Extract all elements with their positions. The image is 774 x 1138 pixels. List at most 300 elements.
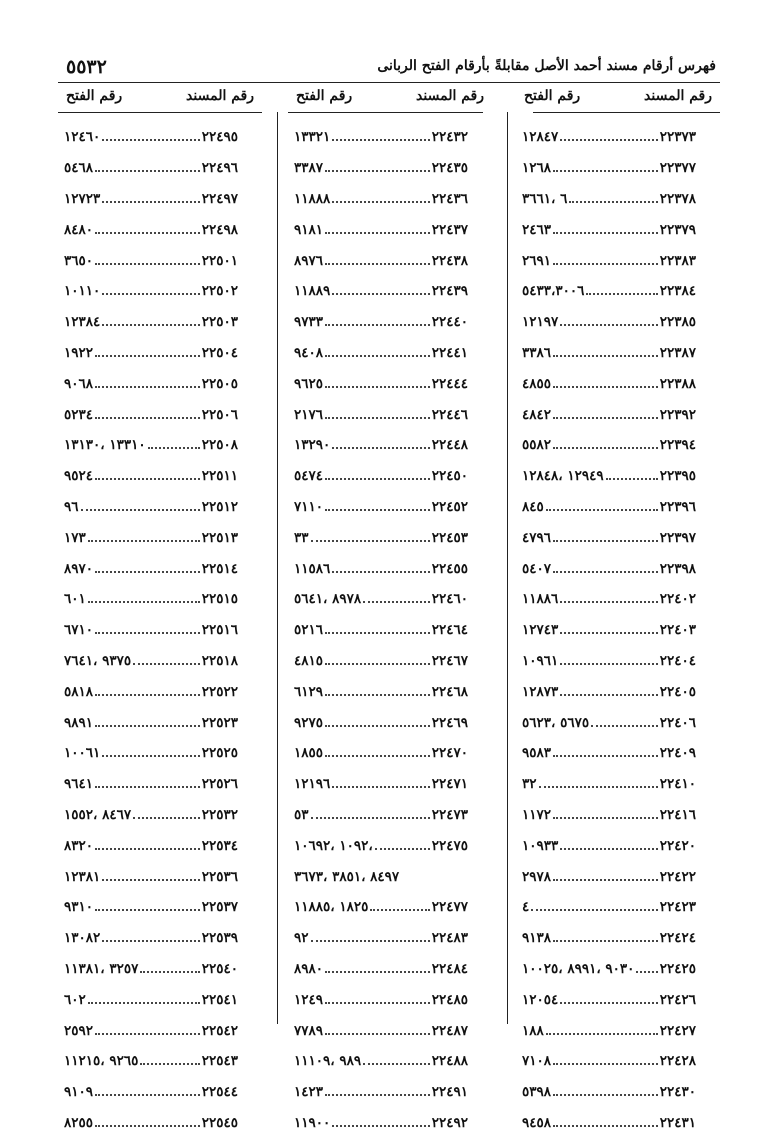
musnad-number: ٢٢٣٩٥ <box>660 468 718 484</box>
dot-leader <box>325 1033 430 1035</box>
dot-leader <box>325 417 430 419</box>
index-entry <box>60 954 260 985</box>
dot-leader <box>140 1063 199 1065</box>
dot-leader <box>553 755 658 757</box>
dot-leader <box>95 170 200 172</box>
heading-musnad: رقم المسند <box>644 88 712 104</box>
dot-leader <box>560 663 657 665</box>
index-entry <box>60 461 260 492</box>
musnad-number: ٢٢٤٩٥ <box>202 129 260 145</box>
fath-number: ١٨٨ <box>518 1023 544 1039</box>
index-entry <box>290 430 490 461</box>
dot-leader <box>95 909 200 911</box>
fath-number: ٨٤٨٠ <box>60 222 93 238</box>
musnad-number: ٢٢٤٧٥ <box>432 838 490 854</box>
index-entry <box>290 368 490 399</box>
dot-leader <box>325 663 430 665</box>
fath-number: ١٢٣٨٤ <box>60 314 100 330</box>
musnad-number: ٢٢٥٣٧ <box>202 899 260 915</box>
dot-leader <box>325 1002 430 1004</box>
index-entry <box>518 984 718 1015</box>
index-entry <box>290 399 490 430</box>
musnad-number: ٢٢٥٢٥ <box>202 745 260 761</box>
musnad-number: ٢٢٣٧٧ <box>660 160 718 176</box>
musnad-number: ٢٢٤٥٣ <box>432 530 490 546</box>
dot-leader <box>553 879 658 881</box>
index-entry <box>60 1108 260 1138</box>
index-entry <box>290 892 490 923</box>
fath-number: ٨٤٥ <box>518 499 544 515</box>
fath-number: ١٢١٩٧ <box>518 314 558 330</box>
musnad-number: ٢٢٤٠٣ <box>660 622 718 638</box>
dot-leader <box>325 632 430 634</box>
dot-leader <box>553 817 658 819</box>
musnad-number: ٢٢٥١٢ <box>202 499 260 515</box>
musnad-number: ٢٢٣٩٢ <box>660 407 718 423</box>
dot-leader <box>95 786 200 788</box>
index-entry <box>290 553 490 584</box>
fath-number: ١٨٢٥ ،١١٨٨٥ <box>290 899 368 915</box>
musnad-number: ٢٢٤٦٠ <box>432 591 490 607</box>
fath-number: ١٢١٩٦ <box>290 776 330 792</box>
page-number: ٥٥٣٢ <box>66 56 107 78</box>
musnad-number: ٢٢٤٢٤ <box>660 930 718 946</box>
dot-leader <box>553 386 658 388</box>
fath-number: ٨٩٧٨ ،٥٦٤١ <box>290 591 361 607</box>
column-heading <box>518 86 718 112</box>
musnad-number: ٢٢٥٤١ <box>202 992 260 1008</box>
fath-number: ٩٨٩ ،١١١٠٩ <box>290 1053 361 1069</box>
column-heading <box>290 86 490 112</box>
dot-leader <box>311 940 430 942</box>
column-heading <box>60 86 260 112</box>
dot-leader <box>95 355 200 357</box>
index-entry <box>290 738 490 769</box>
dot-leader <box>332 571 429 573</box>
header-rule <box>58 82 720 83</box>
index-entry <box>60 276 260 307</box>
dot-leader <box>95 848 200 850</box>
index-entry <box>60 707 260 738</box>
musnad-number: ٢٢٥١٤ <box>202 561 260 577</box>
dot-leader <box>325 355 430 357</box>
index-entry <box>60 1046 260 1077</box>
fath-number: ١٣٣١٠ ،١٣١٣٠ <box>60 437 146 453</box>
fath-number: ٢٤٦٣ <box>518 222 551 238</box>
fath-number: ١٢٨٤٧ <box>518 129 558 145</box>
musnad-number: ٢٢٣٨٣ <box>660 253 718 269</box>
fath-number: ٦١٢٩ <box>290 684 323 700</box>
index-entry <box>290 584 490 615</box>
index-entry <box>518 1015 718 1046</box>
musnad-number: ٢٢٥٠٢ <box>202 283 260 299</box>
dot-leader <box>560 601 657 603</box>
musnad-number: ٢٢٤٤٨ <box>432 437 490 453</box>
dot-leader <box>553 1094 658 1096</box>
fath-number: ٤٨١٥ <box>290 653 323 669</box>
index-entry <box>518 338 718 369</box>
heading-fath: رقم الفتح <box>296 88 352 104</box>
musnad-number: ٢٢٤٤١ <box>432 345 490 361</box>
musnad-number: ٢٢٤٥٢ <box>432 499 490 515</box>
fath-number: ١٢٧٢٣ <box>60 191 100 207</box>
index-entry <box>518 245 718 276</box>
page-header <box>66 56 716 82</box>
dot-leader <box>370 909 429 911</box>
dot-leader <box>95 263 200 265</box>
index-entry <box>60 368 260 399</box>
musnad-number: ٢٢٥٢٢ <box>202 684 260 700</box>
musnad-number: ٢٢٥٣٢ <box>202 807 260 823</box>
fath-number: ١٢٠٥٤ <box>518 992 558 1008</box>
fath-number: ٦٠١ <box>60 591 86 607</box>
fath-number: ٤ <box>518 899 529 915</box>
index-entry <box>290 954 490 985</box>
entry-list <box>290 122 490 1138</box>
musnad-number: ٢٢٤٩٢ <box>432 1115 490 1131</box>
index-entry <box>518 492 718 523</box>
fath-number: ٩٣١٠ <box>60 899 93 915</box>
index-column-middle <box>290 86 490 1138</box>
musnad-number: ٢٢٤٨٣ <box>432 930 490 946</box>
index-entry <box>290 522 490 553</box>
musnad-number: ٢٢٤٢٥ <box>660 961 718 977</box>
musnad-number: ٢٢٣٩٨ <box>660 561 718 577</box>
musnad-number: ٢٢٤٢٣ <box>660 899 718 915</box>
fath-number: ١٩٢٢ <box>60 345 93 361</box>
index-entry <box>60 769 260 800</box>
dot-leader <box>102 293 199 295</box>
fath-number: ٩١٣٨ <box>518 930 551 946</box>
fath-number: ٩٥٢٤ <box>60 468 93 484</box>
musnad-number: ٢٢٤٩١ <box>432 1084 490 1100</box>
dot-leader <box>325 324 430 326</box>
index-entry <box>290 492 490 523</box>
dot-leader <box>95 571 200 573</box>
dot-leader <box>553 571 658 573</box>
dot-leader <box>148 447 200 449</box>
fath-number: ٩١٠٩ <box>60 1084 93 1100</box>
fath-number: ١١٥٨٦ <box>290 561 330 577</box>
index-entry <box>518 738 718 769</box>
index-entry <box>518 122 718 153</box>
musnad-number: ٢٢٤٢٨ <box>660 1053 718 1069</box>
dot-leader <box>95 694 200 696</box>
dot-leader <box>311 817 430 819</box>
musnad-number: ٢٢٤٣١ <box>660 1115 718 1131</box>
fath-number: ٨٩٧٦ <box>290 253 323 269</box>
dot-leader <box>95 232 200 234</box>
index-entry <box>290 461 490 492</box>
index-entry <box>518 1046 718 1077</box>
dot-leader <box>102 755 199 757</box>
index-entry <box>518 923 718 954</box>
dot-leader <box>560 139 657 141</box>
musnad-number: ٢٢٥٣٩ <box>202 930 260 946</box>
fath-number: ٨٩٧٠ <box>60 561 93 577</box>
dot-leader <box>636 971 657 973</box>
fath-number: ٢٥٩٢ <box>60 1023 93 1039</box>
fath-number: ١٢٦٨ <box>518 160 551 176</box>
fath-number: ٧١١٠ <box>290 499 323 515</box>
dot-leader <box>560 694 657 696</box>
dot-leader <box>325 478 430 480</box>
index-entry <box>518 707 718 738</box>
musnad-number: ٢٢٤٦٧ <box>432 653 490 669</box>
dot-leader <box>88 601 200 603</box>
musnad-number: ٢٢٣٩٦ <box>660 499 718 515</box>
fath-number: ٥٢٣٤ <box>60 407 93 423</box>
fath-number: ١١٨٨٦ <box>518 591 558 607</box>
dot-leader <box>553 1063 658 1065</box>
fath-number: ١٠٠٦١ <box>60 745 100 761</box>
index-entry <box>290 707 490 738</box>
fath-number: ٤٧٩٦ <box>518 530 551 546</box>
index-entry <box>518 830 718 861</box>
fath-number: ٩٠٣٠ ،٨٩٩١ ،١٠٠٢٥ <box>518 961 634 977</box>
fath-number: ٥٦٧٥ ،٥٦٢٣ <box>518 715 589 731</box>
musnad-number: ٢٢٤٣٧ <box>432 222 490 238</box>
musnad-number: ٢٢٤٢٠ <box>660 838 718 854</box>
musnad-number: ٢٢٥٤٥ <box>202 1115 260 1131</box>
dot-leader <box>95 725 200 727</box>
fath-number: ٨٤٩٧ ،٣٨٥١ ،٣٦٧٣ <box>290 869 399 885</box>
musnad-number: ٢٢٤١٦ <box>660 807 718 823</box>
index-entry <box>518 1077 718 1108</box>
musnad-number: ٢٢٣٨٧ <box>660 345 718 361</box>
fath-number: ٣٦٥٠ <box>60 253 93 269</box>
fath-number: ٥٤٦٨ <box>60 160 93 176</box>
musnad-number: ٢٢٤٢٧ <box>660 1023 718 1039</box>
entry-list <box>518 122 718 1138</box>
index-entry <box>290 615 490 646</box>
dot-leader <box>95 386 200 388</box>
index-entry <box>518 307 718 338</box>
fath-number: ٨٤٦٧ ،١٥٥٢ <box>60 807 131 823</box>
musnad-number: ٢٢٥٠٨ <box>202 437 260 453</box>
musnad-number: ٢٢٤٥٥ <box>432 561 490 577</box>
dot-leader <box>102 201 199 203</box>
index-entry <box>290 214 490 245</box>
dot-leader <box>375 848 430 850</box>
fath-number: ١١٨٨٨ <box>290 191 330 207</box>
musnad-number: ٢٢٥٠٦ <box>202 407 260 423</box>
dot-leader <box>81 509 200 511</box>
index-entry <box>290 861 490 892</box>
musnad-number: ٢٢٤٢٢ <box>660 869 718 885</box>
dot-leader <box>553 355 658 357</box>
index-entry <box>518 214 718 245</box>
column-divider <box>507 112 508 1024</box>
fath-number: ٢٦٩١ <box>518 253 551 269</box>
dot-leader <box>586 293 657 295</box>
musnad-number: ٢٢٤٧١ <box>432 776 490 792</box>
musnad-number: ٢٢٤٣٦ <box>432 191 490 207</box>
index-entry <box>518 584 718 615</box>
dot-leader <box>88 540 200 542</box>
dot-leader <box>95 417 200 419</box>
musnad-number: ٢٢٤٠٦ <box>660 715 718 731</box>
fath-number: ٩٠٦٨ <box>60 376 93 392</box>
dot-leader <box>553 417 658 419</box>
fath-number: ٣٢ <box>518 776 537 792</box>
musnad-number: ٢٢٥٠٣ <box>202 314 260 330</box>
fath-number: ٩٨٩١ <box>60 715 93 731</box>
fath-number: ١٢٨٧٣ <box>518 684 558 700</box>
fath-number: ١٠٩٣٣ <box>518 838 558 854</box>
fath-number: ١٣٠٨٢ <box>60 930 100 946</box>
musnad-number: ٢٢٥٣٦ <box>202 869 260 885</box>
musnad-number: ٢٢٤٣٠ <box>660 1084 718 1100</box>
index-entry <box>60 184 260 215</box>
fath-number: ٩٦٤١ <box>60 776 93 792</box>
dot-leader <box>102 139 199 141</box>
dot-leader <box>102 940 199 942</box>
musnad-number: ٢٢٥١٥ <box>202 591 260 607</box>
fath-number: ١٢٣٨١ <box>60 869 100 885</box>
musnad-number: ٢٢٤٤٠ <box>432 314 490 330</box>
index-entry <box>60 430 260 461</box>
index-entry <box>518 892 718 923</box>
musnad-number: ٢٢٥٢٦ <box>202 776 260 792</box>
musnad-number: ٢٢٤٢٦ <box>660 992 718 1008</box>
dot-leader <box>102 879 199 881</box>
fath-number: ١١٧٢ <box>518 807 551 823</box>
index-entry <box>60 338 260 369</box>
dot-leader <box>560 324 657 326</box>
musnad-number: ٢٢٣٧٩ <box>660 222 718 238</box>
fath-number: ٩٢٧٥ <box>290 715 323 731</box>
musnad-number: ٢٢٤٥٠ <box>432 468 490 484</box>
musnad-number: ٢٢٤٠٤ <box>660 653 718 669</box>
musnad-number: ٢٢٤٠٩ <box>660 745 718 761</box>
index-column-left <box>60 86 260 1138</box>
index-entry <box>518 646 718 677</box>
fath-number: ٣٣ <box>290 530 309 546</box>
index-entry <box>290 276 490 307</box>
fath-number: ٩٧٣٣ <box>290 314 323 330</box>
musnad-number: ٢٢٥١٨ <box>202 653 260 669</box>
index-entry <box>60 830 260 861</box>
index-entry <box>290 676 490 707</box>
index-entry <box>518 522 718 553</box>
dot-leader <box>311 540 430 542</box>
musnad-number: ٢٢٥٢٣ <box>202 715 260 731</box>
index-entry <box>290 153 490 184</box>
fath-number: ٩٦٢٥ <box>290 376 323 392</box>
fath-number: ٦٠٢ <box>60 992 86 1008</box>
index-entry <box>518 1108 718 1138</box>
dot-leader <box>553 940 658 942</box>
dot-leader <box>363 1063 430 1065</box>
index-entry <box>60 984 260 1015</box>
dot-leader <box>332 447 429 449</box>
fath-number: ٥٣ <box>290 807 309 823</box>
index-entry <box>290 984 490 1015</box>
index-entry <box>290 1077 490 1108</box>
musnad-number: ٢٢٤٣٨ <box>432 253 490 269</box>
dot-leader <box>133 817 200 819</box>
running-title: فهرس أرقام مسند أحمد الأصل مقابلةً بأرقام الفتح الربانى <box>377 58 716 74</box>
index-entry <box>290 1108 490 1138</box>
index-entry <box>518 553 718 584</box>
index-entry <box>518 461 718 492</box>
musnad-number: ٢٢٣٨٤ <box>660 283 718 299</box>
index-entry <box>290 245 490 276</box>
index-entry <box>60 399 260 430</box>
fath-number: ١٨٥٥ <box>290 745 323 761</box>
index-entry <box>60 923 260 954</box>
fath-number: ٩٤٠٨ <box>290 345 323 361</box>
fath-number: ١٣٢٩٠ <box>290 437 330 453</box>
musnad-number: ٢٢٤٤٤ <box>432 376 490 392</box>
fath-number: ،١٠٩٢ ،١٠٦٩٢ <box>290 838 373 854</box>
dot-leader <box>332 139 429 141</box>
musnad-number: ٢٢٤٦٤ <box>432 622 490 638</box>
index-entry <box>290 338 490 369</box>
musnad-number: ٢٢٥٤٢ <box>202 1023 260 1039</box>
dot-leader <box>539 786 658 788</box>
dot-leader <box>133 663 200 665</box>
fath-number: ٦٧١٠ <box>60 622 93 638</box>
column-divider <box>277 112 278 1024</box>
fath-number: ١٢٤٦٠ <box>60 129 100 145</box>
dot-leader <box>591 725 658 727</box>
musnad-number: ٢٢٤٨٤ <box>432 961 490 977</box>
fath-number: ١٢٩٤٩ ،١٢٨٤٨ <box>518 468 604 484</box>
dot-leader <box>569 201 657 203</box>
index-entry <box>518 861 718 892</box>
musnad-number: ٢٢٣٩٧ <box>660 530 718 546</box>
fath-number: ٩٣٧٥ ،٧٦٤١ <box>60 653 131 669</box>
index-entry <box>518 153 718 184</box>
fath-number: ١١٩٠٠ <box>290 1115 330 1131</box>
musnad-number: ٢٢٥٠١ <box>202 253 260 269</box>
dot-leader <box>325 694 430 696</box>
fath-number: ٣٣٨٧ <box>290 160 323 176</box>
dot-leader <box>325 755 430 757</box>
fath-number: ١٠١١٠ <box>60 283 100 299</box>
musnad-number: ٢٢٥٤٤ <box>202 1084 260 1100</box>
musnad-number: ٢٢٤٨٨ <box>432 1053 490 1069</box>
musnad-number: ٢٢٣٨٨ <box>660 376 718 392</box>
index-entry <box>290 122 490 153</box>
dot-leader <box>325 725 430 727</box>
fath-number: ٥٤٠٧ <box>518 561 551 577</box>
fath-number: ٤٨٤٢ <box>518 407 551 423</box>
index-entry <box>60 646 260 677</box>
index-entry <box>60 615 260 646</box>
dot-leader <box>325 232 430 234</box>
fath-number: ٢١٧٦ <box>290 407 323 423</box>
musnad-number: ٢٢٤٦٨ <box>432 684 490 700</box>
musnad-number: ٢٢٥١٦ <box>202 622 260 638</box>
fath-number: ٩٦ <box>60 499 79 515</box>
musnad-number: ٢٢٥٠٥ <box>202 376 260 392</box>
fath-number: ١٢٤٩ <box>290 992 323 1008</box>
heading-musnad: رقم المسند <box>416 88 484 104</box>
musnad-number: ٢٢٥١١ <box>202 468 260 484</box>
index-entry <box>518 368 718 399</box>
musnad-number: ٢٢٥١٣ <box>202 530 260 546</box>
musnad-number: ٢٢٤٧٧ <box>432 899 490 915</box>
index-entry <box>290 923 490 954</box>
fath-number: ٣٢٥٧ ،١١٣٨١ <box>60 961 138 977</box>
fath-number: ٩٤٥٨ <box>518 1115 551 1131</box>
entry-list <box>60 122 260 1138</box>
index-entry <box>290 307 490 338</box>
musnad-number: ٢٢٤٨٥ <box>432 992 490 1008</box>
